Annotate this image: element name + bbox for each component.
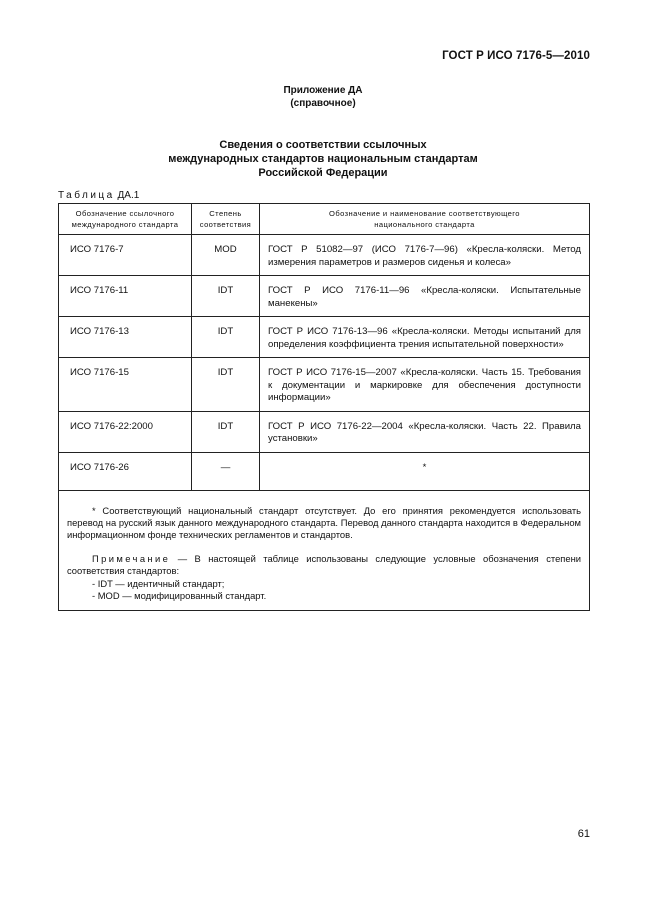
header-col1-line1: Обозначение ссылочного bbox=[75, 209, 175, 218]
header-degree bbox=[192, 204, 260, 235]
header-col3-line1: Обозначение и наименование соответствующего bbox=[329, 209, 520, 218]
document-code: ГОСТ Р ИСО 7176-5—2010 bbox=[442, 50, 590, 62]
cell-degree: — bbox=[192, 452, 260, 490]
table-row bbox=[59, 235, 590, 276]
cell-national: ГОСТ Р ИСО 7176-22—2004 «Кресла-коляски. Часть 22. Правила установки» bbox=[260, 411, 590, 452]
standards-table bbox=[58, 203, 590, 611]
header-national-standard bbox=[260, 204, 590, 235]
cell-reference: ИСО 7176-7 bbox=[59, 235, 192, 276]
cell-degree: MOD bbox=[192, 235, 260, 276]
section-title-line-2: международных стандартов национальным стандартам bbox=[168, 153, 478, 165]
page-number: 61 bbox=[577, 828, 590, 840]
table-caption bbox=[58, 190, 139, 201]
cell-national: * bbox=[260, 452, 590, 490]
note-text: — В настоящей таблице использованы следующие условные обозначения степени соответствия стандартов: bbox=[67, 552, 581, 577]
cell-reference: ИСО 7176-11 bbox=[59, 276, 192, 317]
table-header-row bbox=[59, 204, 590, 235]
header-col2-line1: Степень bbox=[209, 209, 242, 218]
table-caption-number: ДА.1 bbox=[117, 190, 140, 201]
header-col2-line2: соответствия bbox=[199, 220, 252, 229]
table-caption-word: Таблица bbox=[58, 190, 115, 201]
cell-reference: ИСО 7176-15 bbox=[59, 358, 192, 412]
cell-reference: ИСО 7176-22:2000 bbox=[59, 411, 192, 452]
annex-subtitle: (справочное) bbox=[290, 98, 356, 109]
header-col1-line2: международного стандарта bbox=[71, 220, 179, 229]
cell-reference: ИСО 7176-26 bbox=[59, 452, 192, 490]
table-row bbox=[59, 411, 590, 452]
table-row bbox=[59, 452, 590, 490]
note-item-idt: - IDT — идентичный стандарт; bbox=[92, 577, 225, 589]
cell-degree: IDT bbox=[192, 276, 260, 317]
note-item-mod: - MOD — модифицированный стандарт. bbox=[92, 589, 267, 601]
cell-national: ГОСТ Р 51082—97 (ИСО 7176-7—96) «Кресла-коляски. Метод измерения параметров и размеров сиденья и колеса» bbox=[260, 235, 590, 276]
cell-national: ГОСТ Р ИСО 7176-11—96 «Кресла-коляски. Испытательные манекены» bbox=[260, 276, 590, 317]
note bbox=[67, 553, 581, 578]
table-notes-row bbox=[59, 490, 590, 611]
table-notes bbox=[59, 490, 590, 611]
cell-degree: IDT bbox=[192, 358, 260, 412]
section-title-line-3: Российской Федерации bbox=[258, 167, 388, 179]
cell-degree: IDT bbox=[192, 317, 260, 358]
annex-heading bbox=[0, 84, 646, 110]
cell-degree: IDT bbox=[192, 411, 260, 452]
table-row bbox=[59, 276, 590, 317]
note-label: Примечание bbox=[92, 552, 171, 564]
header-reference-standard bbox=[59, 204, 192, 235]
header-col3-line2: национального стандарта bbox=[374, 220, 475, 229]
section-title bbox=[0, 138, 646, 180]
table-row bbox=[59, 317, 590, 358]
cell-national: ГОСТ Р ИСО 7176-13—96 «Кресла-коляски. Методы испытаний для определения коэффициента трения испытательной поверхности» bbox=[260, 317, 590, 358]
table-row bbox=[59, 358, 590, 412]
footnote: * Соответствующий национальный стандарт отсутствует. До его принятия рекомендуется использовать перевод на русский язык данного международного стандарта. Перевод данного стандарта находится в Федеральном информационном фонде технических регламентов и стандартов. bbox=[67, 504, 581, 541]
cell-national: ГОСТ Р ИСО 7176-15—2007 «Кресла-коляски. Часть 15. Требования к документации и маркировке для обеспечения доступности информации» bbox=[260, 358, 590, 412]
section-title-line-1: Сведения о соответствии ссылочных bbox=[219, 139, 427, 151]
annex-title: Приложение ДА bbox=[283, 85, 363, 96]
cell-reference: ИСО 7176-13 bbox=[59, 317, 192, 358]
